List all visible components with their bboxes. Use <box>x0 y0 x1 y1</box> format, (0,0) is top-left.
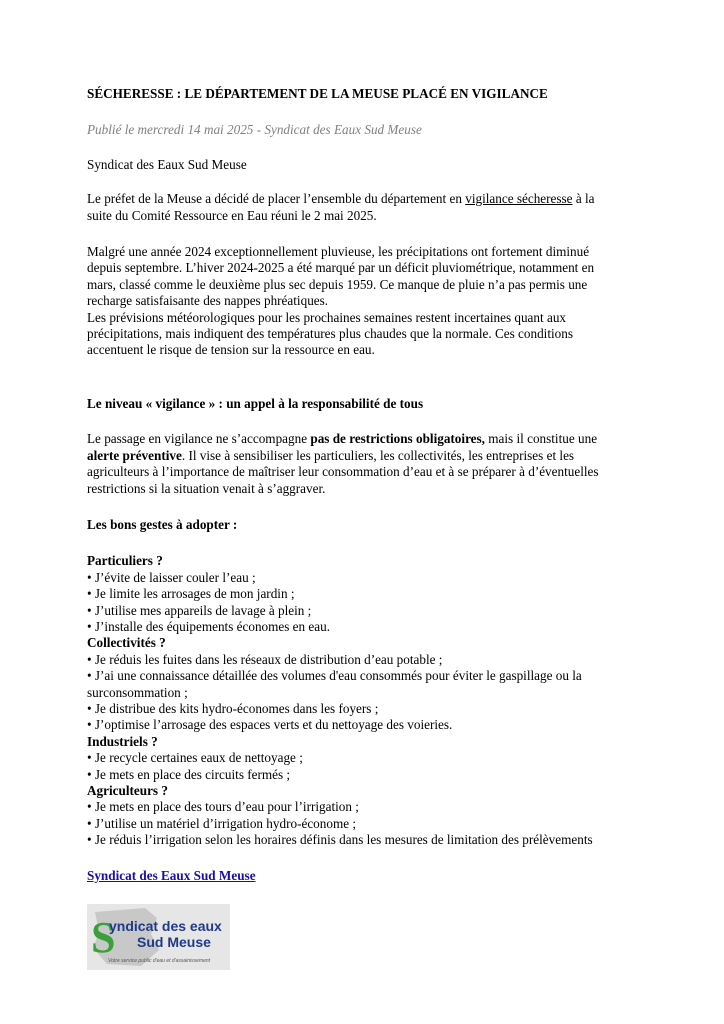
list-item: • J’optimise l’arrosage des espaces verts et du nettoyage des voieries. <box>87 717 453 733</box>
logo-tagline: Votre service public d'eau et d'assainissement <box>108 958 211 965</box>
vigilance-text-1: Le passage en vigilance ne s’accompagne <box>87 431 311 447</box>
vigilance-text-2: mais il constitue une <box>484 431 598 447</box>
syndicat-logo <box>87 904 230 970</box>
context-paragraph: Malgré une année 2024 exceptionnellement pluvieuse, les précipitations ont fortement diminué depuis septembre. L’hiver 2024-2025 a été marqué par un déficit pluviométrique, notamment en mars, classé comme le deuxième plus sec depuis 1959. Ce manque de pluie n’a pas permis une recharge satisfaisante des nappes phréatiques. <box>87 244 595 309</box>
group-label: Collectivités ? <box>87 635 166 651</box>
list-item: • Je recycle certaines eaux de nettoyage ; <box>87 750 303 766</box>
syndicat-link[interactable]: Syndicat des Eaux Sud Meuse <box>87 867 256 883</box>
list-item: • J’utilise un matériel d’irrigation hydro-économe ; <box>87 815 357 831</box>
list-item: • J’installe des équipements économes en eau. <box>87 618 331 634</box>
vigilance-text-3: . Il vise à sensibiliser les particuliers, les collectivités, les entreprises et les agriculteurs à l’importance de maîtriser leur consommation d’eau et à se préparer à d’éventuelles restrictions si la situation venait à s’aggraver. <box>87 447 599 496</box>
list-item: • J’utilise mes appareils de lavage à plein ; <box>87 602 312 618</box>
list-item: • Je réduis l’irrigation selon les horaires définis dans les mesures de limitation des prélèvements <box>87 832 593 848</box>
group-label: Industriels ? <box>87 733 158 749</box>
vigilance-secheresse-link[interactable]: vigilance sécheresse <box>465 191 573 207</box>
organization-name: Syndicat des Eaux Sud Meuse <box>87 156 247 172</box>
vigilance-paragraph <box>87 431 614 497</box>
article-title: SÉCHERESSE : LE DÉPARTEMENT DE LA MEUSE PLACÉ EN VIGILANCE <box>87 86 548 101</box>
list-item: • Je distribue des kits hydro-économes dans les foyers ; <box>87 700 379 716</box>
group-label: Particuliers ? <box>87 553 163 569</box>
group-label: Agriculteurs ? <box>87 783 168 798</box>
publication-info: Publié le mercredi 14 mai 2025 - Syndicat des Eaux Sud Meuse <box>87 122 422 138</box>
logo-title-line2: Sud Meuse <box>137 934 211 951</box>
intro-text-start: Le préfet de la Meuse a décidé de placer l’ensemble du département en <box>87 191 466 207</box>
practices-list <box>87 553 614 848</box>
list-item: • J’ai une connaissance détaillée des volumes d'eau consommés pour éviter le gaspillage ou la surconsommation ; <box>87 668 582 700</box>
section-heading: Le niveau « vigilance » : un appel à la responsabilité de tous <box>87 395 424 411</box>
list-item: • J’évite de laisser couler l’eau ; <box>87 569 256 585</box>
list-item: • Je mets en place des tours d’eau pour l’irrigation ; <box>87 799 359 815</box>
list-item: • Je limite les arrosages de mon jardin ; <box>87 586 295 602</box>
forecast-paragraph: Les prévisions météorologiques pour les prochaines semaines restent incertaines quant aux précipitations, mais indiquent des températures plus chaudes que la normale. Ces conditions accentuent le risque de tension sur la ressource en eau. <box>87 309 573 358</box>
group-particuliers <box>87 553 614 635</box>
intro-text-end: à la suite du Comité Ressource en Eau réuni le 2 mai 2025. <box>87 191 595 223</box>
logo-s-letter: S <box>91 913 116 963</box>
logo-title-line1: yndicat des eaux <box>109 918 222 935</box>
good-practices-heading: Les bons gestes à adopter : <box>87 516 238 532</box>
intro-paragraph <box>87 191 614 224</box>
footer-link-line <box>87 868 614 884</box>
list-item: • Je réduis les fuites dans les réseaux de distribution d’eau potable ; <box>87 651 443 667</box>
list-item: • Je mets en place des circuits fermés ; <box>87 766 291 782</box>
vigilance-bold-2: alerte préventive <box>87 447 182 463</box>
group-collectivites <box>87 635 614 733</box>
group-agriculteurs <box>87 783 614 849</box>
group-industriels <box>87 734 614 783</box>
vigilance-bold-1: pas de restrictions obligatoires, <box>310 431 485 447</box>
